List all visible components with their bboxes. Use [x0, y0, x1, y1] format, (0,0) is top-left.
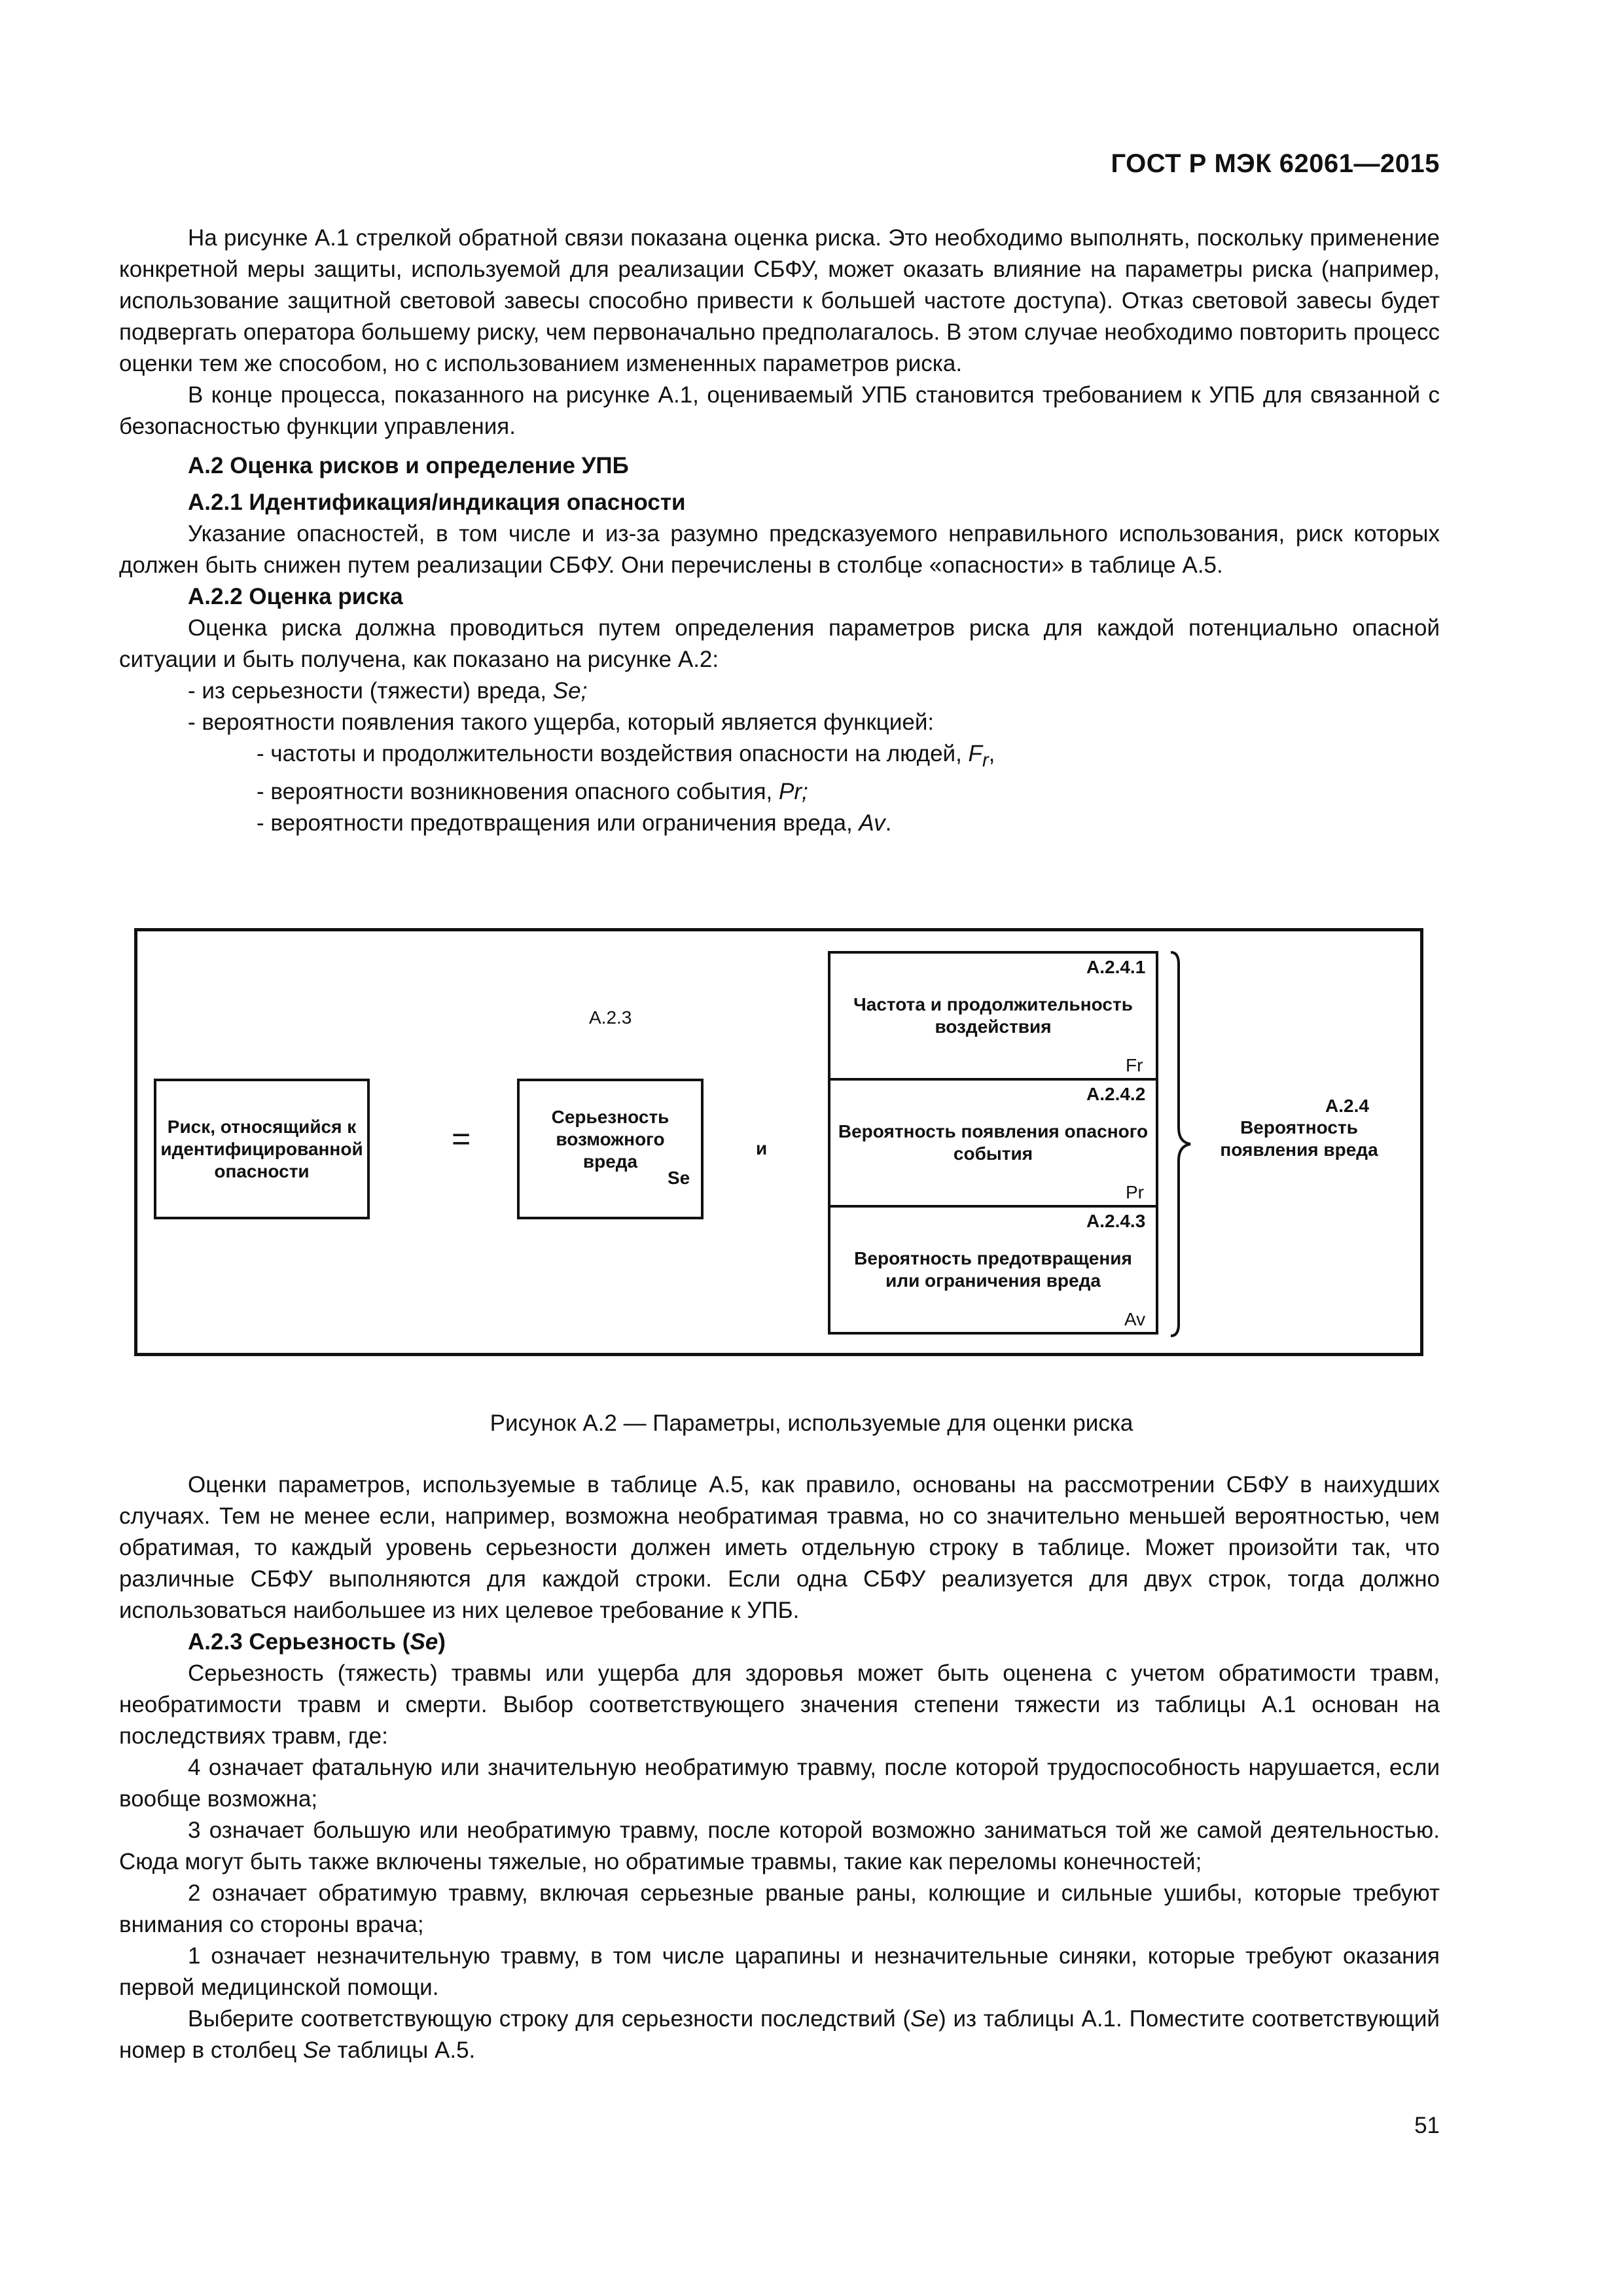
- a23-label: А.2.3: [589, 1007, 632, 1028]
- subsection-heading: А.2.1 Идентификация/индикация опасности: [188, 490, 686, 515]
- list-item: - вероятности предотвращения или ограничения вреда, Av.: [257, 810, 892, 836]
- and-word: и: [756, 1138, 768, 1158]
- paragraph: На рисунке А.1 стрелкой обратной связи показана оценка риска. Это необходимо выполнять, поскольку применение конкретной меры защиты, используемой для реализации СБФУ, может оказать влияние на параметры риска (например, использование защитной световой завесы способно привести к большей частоте доступа). Отказ световой завесы будет подвергать оператора большему риску, чем первоначально предполагалось. В этом случае необходимо повторить процесс оценки тем же способом, но с использованием измененных параметров риска.: [119, 225, 1440, 376]
- avoidance-box: Вероятность предотвращения или ограничения вреда: [828, 1205, 1158, 1335]
- list-item: - вероятности появления такого ущерба, который является функцией:: [188, 709, 935, 735]
- a242-label: А.2.4.2: [1086, 1084, 1146, 1104]
- event-probability-code: Pr: [1126, 1182, 1144, 1202]
- a241-label: А.2.4.1: [1086, 957, 1146, 977]
- figure-caption: Рисунок А.2 — Параметры, используемые для оценки риска: [490, 1410, 1133, 1436]
- paragraph: 4 означает фатальную или значительную необратимую травму, после которой трудоспособность нарушается, если вообще возможна;: [119, 1755, 1440, 1812]
- equals-sign: =: [452, 1121, 471, 1157]
- main-text-top: [119, 223, 1440, 839]
- list-item: - вероятности возникновения опасного события, Pr;: [257, 779, 808, 804]
- section-heading: А.2 Оценка рисков и определение УПБ: [188, 453, 629, 478]
- list-item: - из серьезности (тяжести) вреда, Se;: [188, 678, 588, 704]
- page-number: 51: [1414, 2113, 1440, 2138]
- paragraph: Оценки параметров, используемые в таблице А.5, как правило, основаны на рассмотрении СБФУ в наихудших случаях. Тем не менее если, например, возможна необратимая травма, но со значительно меньшей вероятностью, чем обратимая, то каждый уровень серьезности должен иметь отдельную строку в таблице. Может произойти так, что различные СБФУ выполняются для каждой строки. Если одна СБФУ реализуется для двух строк, тогда должно использоваться наибольшее из них целевое требование к УПБ.: [119, 1472, 1440, 1623]
- paragraph: 1 означает незначительную травму, в том числе царапины и незначительные синяки, которые требуют оказания первой медицинской помощи.: [119, 1943, 1440, 2000]
- document-header: ГОСТ Р МЭК 62061—2015: [1111, 149, 1440, 178]
- frequency-code: Fr: [1126, 1055, 1143, 1075]
- event-probability-box: Вероятность появления опасного события: [828, 1078, 1158, 1208]
- list-item: - частоты и продолжительности воздействия опасности на людей, $F_r$,: [257, 741, 995, 771]
- severity-box: Серьезность возможного вреда: [517, 1079, 704, 1219]
- paragraph: 2 означает обратимую травму, включая серьезные рваные раны, колющие и сильные ушибы, которые требуют внимания со стороны врача;: [119, 1880, 1440, 1937]
- subsection-heading: А.2.2 Оценка риска: [188, 584, 403, 609]
- subsection-heading: А.2.3 Серьезность (Se): [188, 1629, 446, 1655]
- risk-box: Риск, относящийся к идентифицированной опасности: [154, 1079, 370, 1219]
- harm-probability-text: Вероятность появления вреда: [1220, 1117, 1378, 1160]
- risk-parameters-diagram: [134, 928, 1423, 1356]
- frequency-box: Частота и продолжительность воздействия: [828, 951, 1158, 1081]
- avoidance-code: Av: [1124, 1309, 1146, 1329]
- paragraph: В конце процесса, показанного на рисунке А.1, оцениваемый УПБ становится требованием к УПБ для связанной с безопасностью функции управления.: [119, 382, 1440, 439]
- paragraph: Указание опасностей, в том числе и из-за разумно предсказуемого неправильного использования, риск которых должен быть снижен путем реализации СБФУ. Они перечислены в столбце «опасности» в таблице А.5.: [119, 521, 1440, 578]
- paragraph: 3 означает большую или необратимую травму, после которой возможно заниматься той же самой деятельностью. Сюда могут быть также включены тяжелые, но обратимые травмы, такие как переломы конечностей;: [119, 1818, 1440, 1874]
- paragraph: Выберите соответствующую строку для серьезности последствий (Se) из таблицы А.1. Поместите соответствующий номер в столбец Se таблицы А.5.: [119, 2006, 1440, 2063]
- paragraph: Серьезность (тяжесть) травмы или ущерба для здоровья может быть оценена с учетом обратимости травм, необратимости травм и смерти. Выбор соответствующего значения степени тяжести из таблицы А.1 основан на последствиях травм, где:: [119, 1660, 1440, 1749]
- curly-brace-icon: [1168, 951, 1194, 1337]
- a243-label: А.2.4.3: [1086, 1211, 1146, 1231]
- paragraph: Оценка риска должна проводиться путем определения параметров риска для каждой потенциально опасной ситуации и быть получена, как показано на рисунке А.2:: [119, 615, 1440, 672]
- a24-label: А.2.4: [1325, 1096, 1369, 1116]
- main-text-bottom: [119, 1469, 1440, 2066]
- severity-code: Se: [668, 1168, 690, 1188]
